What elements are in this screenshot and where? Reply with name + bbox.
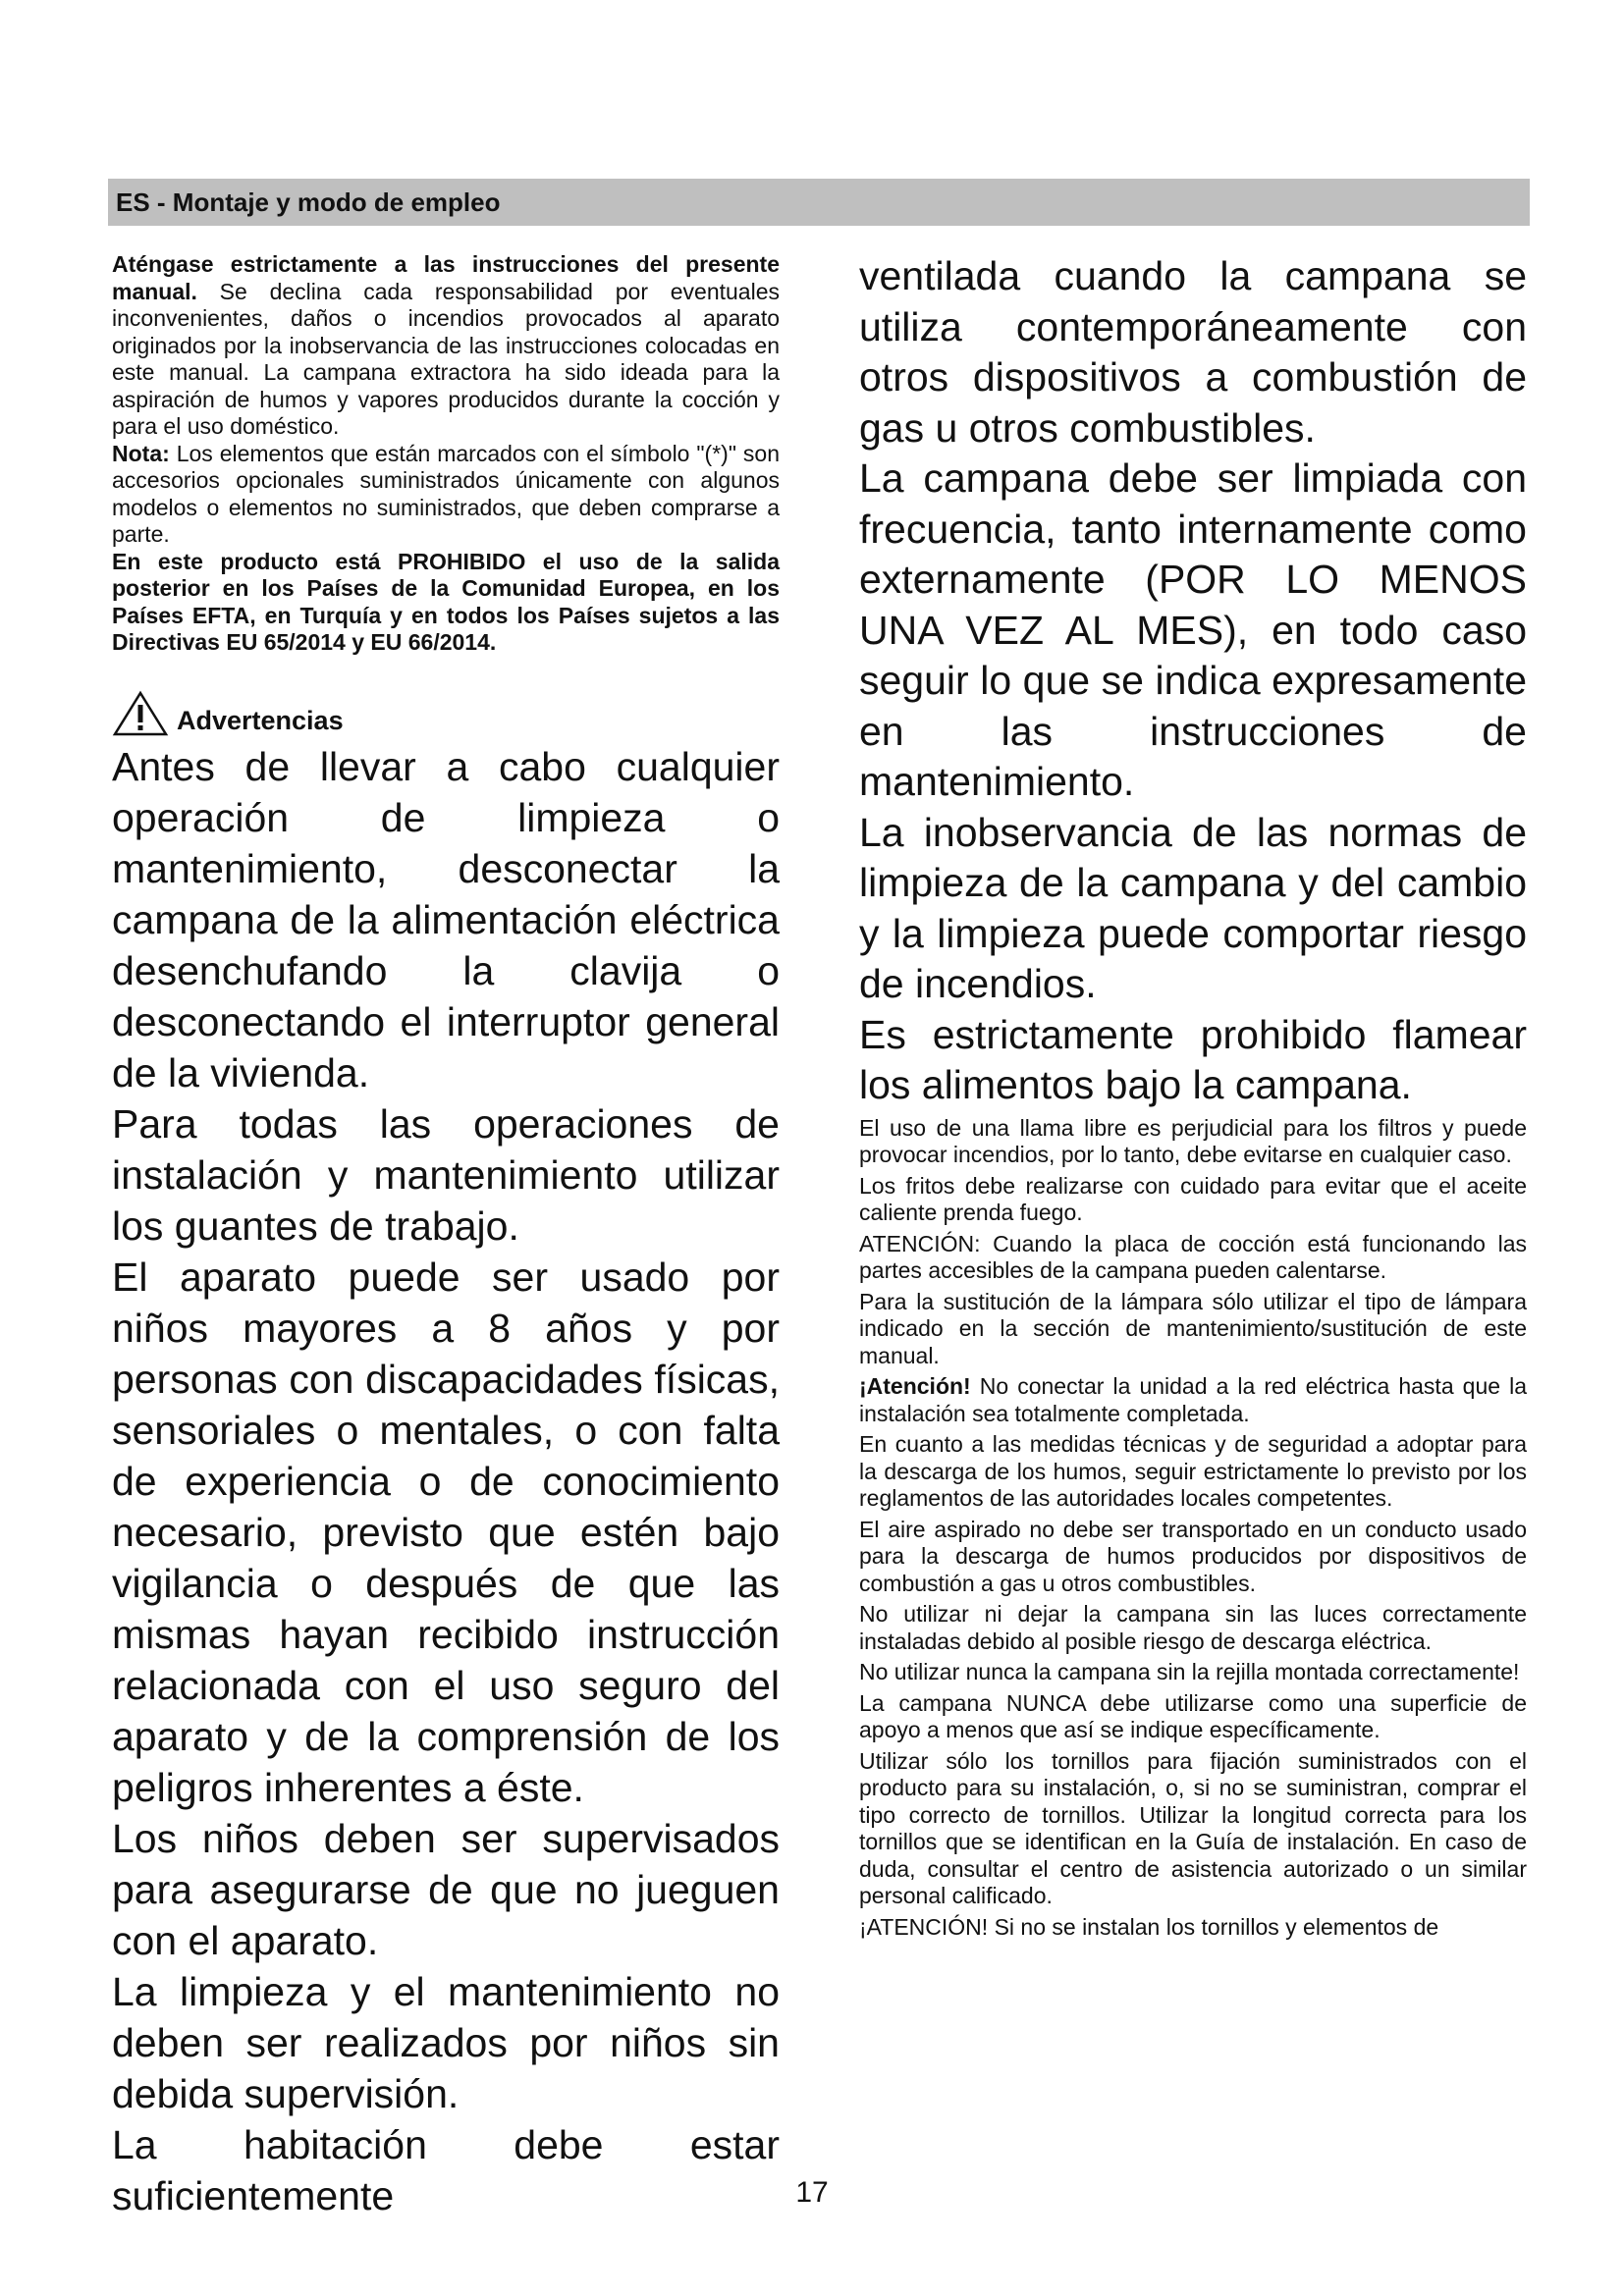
connection-note [859,1373,1527,1427]
nota-paragraph [112,441,780,549]
screws-warning-start: ¡ATENCIÓN! Si no se instalan los tornillos y elementos de [859,1913,1439,1940]
page-number: 17 [795,2176,829,2209]
frying-note: Los fritos debe realizarse con cuidado para evitar que el aceite caliente prenda fuego. [859,1172,1527,1225]
right-column [859,251,1527,1941]
nota-body: Los elementos que están marcados con el símbolo "(*)" son accesorios opcionales suministrados únicamente con algunos modelos o elementos no suministrados, que deben comprarse a parte. [112,440,780,547]
warning-disconnect: Antes de llevar a cabo cualquier operación de limpieza o mantenimiento, desconectar la campana de la alimentación eléctrica desenchufando la clavija o desconectando el interruptor general de la vivienda. [112,743,780,1095]
warning-children-use: El aparato puede ser usado por niños mayores a 8 años y por personas con discapacidades físicas, sensoriales o mentales, o con falta de experiencia o de conocimiento necesario, previsto que estén bajo vigilancia o después de que las mismas hayan recibido instrucción relacionada con el uso seguro del aparato y de la comprensión de los peligros inherentes a éste. [112,1254,780,1810]
section-header-title: ES - Montaje y modo de empleo [116,187,501,217]
exhaust-note: El aire aspirado no debe ser transportado en un conducto usado para la descarga de humos producidos por dispositivos de combustión a gas u otros combustibles. [859,1516,1527,1596]
warnings-heading [112,690,780,737]
ventilation-continued: ventilada cuando la campana se utiliza contemporáneamente con otros dispositivos a combustión de gas u otros combustibles. [859,253,1527,451]
nota-label: Nota: [112,440,170,466]
warning-gloves: Para todas las operaciones de instalación y mantenimiento utilizar los guantes de trabajo. [112,1100,780,1249]
lights-note: No utilizar ni dejar la campana sin las luces correctamente instaladas debido al posible riesgo de descarga eléctrica. [859,1601,1527,1654]
fire-risk: La inobservancia de las normas de limpieza de la campana y del cambio y la limpieza puede comportar riesgo de incendios. [859,809,1527,1006]
left-column [112,251,780,2221]
surface-note: La campana NUNCA debe utilizarse como una superficie de apoyo a menos que así se indique específicamente. [859,1689,1527,1742]
regulations-note: En cuanto a las medidas técnicas y de seguridad a adoptar para la descarga de los humos, seguir estrictamente lo previsto por los reglamentos de las autoridades locales competentes. [859,1431,1527,1511]
warning-children-supervision: Los niños deben ser supervisados para asegurarse de que no jueguen con el aparato. [112,1815,780,1963]
intro-paragraph [112,251,780,441]
section-header [108,179,1530,226]
cleaning-frequency: La campana debe ser limpiada con frecuencia, tanto internamente como externamente (POR LO MENOS UNA VEZ AL MES), en todo caso seguir lo que se indica expresamente en las instrucciones de mantenimiento. [859,455,1527,804]
warning-cleaning: La limpieza y el mantenimiento no deben ser realizados por niños sin debida supervisión. [112,1968,780,2116]
intro-body: Se declina cada responsabilidad por eventuales inconvenientes, daños o incendios provocados al aparato originados por la inobservancia de las instrucciones colocadas en este manual. La campana extractora ha sido ideada para la aspiración de humos y vapores producidos durante la cocción y para el uso doméstico. [112,278,780,439]
warning-triangle-icon [112,690,169,737]
flambe-prohibited: Es estrictamente prohibido flamear los alimentos bajo la campana. [859,1011,1527,1107]
intro-lead: Aténgase estrictamente a las instrucciones del presente manual. [112,251,780,304]
connection-lead: ¡Atención! [859,1373,971,1399]
connection-body: No conectar la unidad a la red eléctrica hasta que la instalación sea totalmente completada. [859,1373,1527,1426]
open-flame-note: El uso de una llama libre es perjudicial para los filtros y puede provocar incendios, por lo tanto, debe evitarse en cualquier caso. [859,1114,1527,1167]
prohibido-paragraph: En este producto está PROHIBIDO el uso de la salida posterior en los Países de la Comunidad Europea, en los Países EFTA, en Turquía y en todos los Países sujetos a las Directivas EU 65/2014 y EU 66/2014. [112,548,780,655]
grille-note: No utilizar nunca la campana sin la rejilla montada correctamente! [859,1659,1520,1684]
warning-ventilation-start: La habitación debe estar suficientemente [112,2121,780,2218]
screws-note: Utilizar sólo los tornillos para fijación suministrados con el producto para su instalación, o, si no se suministran, comprar el tipo correcto de tornillos. Utilizar la longitud correcta para los tornillos que se identifican en la Guía de instalación. En caso de duda, consultar el centro de asistencia autorizado o un similar personal calificado. [859,1747,1527,1908]
warnings-title: Advertencias [177,705,344,735]
lamp-note: Para la sustitución de la lámpara sólo utilizar el tipo de lámpara indicado en la sección de mantenimiento/sustitución de este manual. [859,1288,1527,1368]
hot-parts-note: ATENCIÓN: Cuando la placa de cocción está funcionando las partes accesibles de la campana pueden calentarse. [859,1230,1527,1283]
